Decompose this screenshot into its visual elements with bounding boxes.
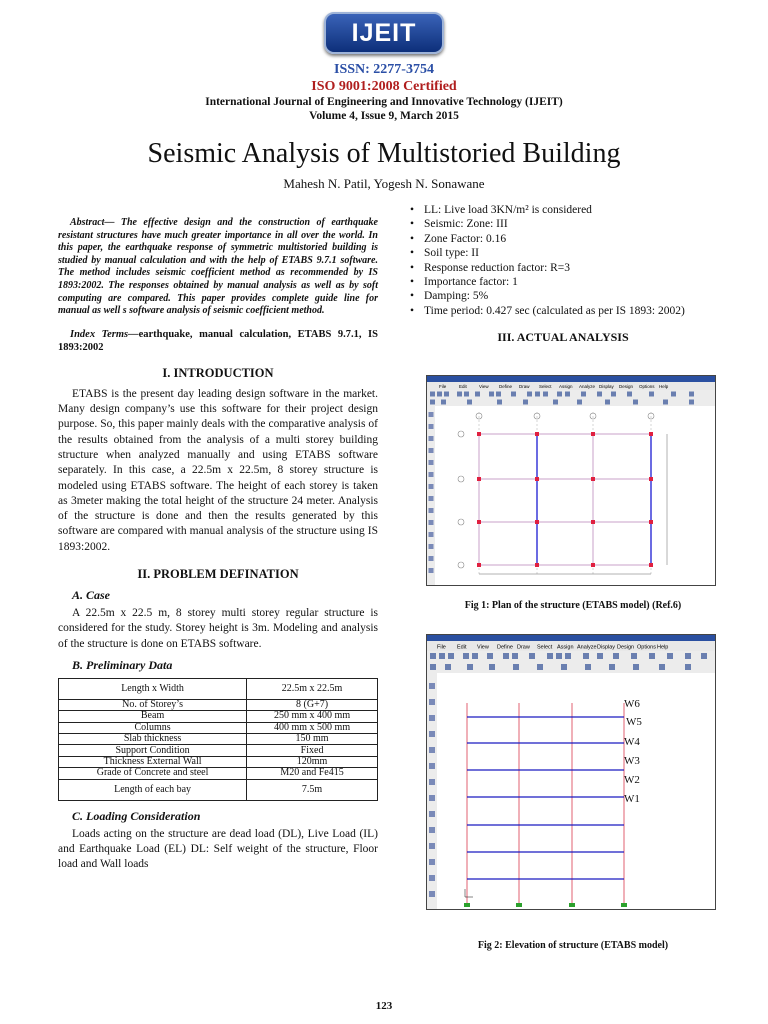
etabs-menu-item: File [437, 644, 446, 651]
table-row [59, 756, 378, 767]
etabs-plan-view [427, 376, 715, 585]
list-item: • Zone Factor: 0.16 [408, 232, 718, 246]
intro-text: ETABS is the present day leading design software in the market. Many design company’s use this software for their project design purpose. So, this paper mainly deals with the comparative analysis of the results obtained from the analysis of a multi storey building structure when analyzed manually and using ETABS software separately. In this case, a 22.5m x 22.5m, 8 storey structure is modeled using ETABS software. The height of each storey is taken as 3meter making the total height of the structure 24 meter. Analysis of the structure is done and then the results generated by this software are compared with manual analysis of the structure using IS 1893:2002. [58, 387, 378, 553]
page-number: 123 [375, 1000, 393, 1012]
figure-plan-screenshot [426, 375, 716, 586]
level-label-w6: W6 [624, 698, 640, 710]
prelim-heading: B. Preliminary Data [72, 657, 173, 672]
logo-text: IJEIT [351, 18, 417, 47]
level-label-w3: W3 [624, 755, 640, 767]
list-item: • Soil type: II [408, 246, 718, 260]
actual-analysis-heading: III. ACTUAL ANALYSIS [497, 330, 629, 345]
etabs-menu-item: Draw [519, 384, 530, 389]
etabs-menu-item: Options [639, 384, 655, 389]
right-column [408, 203, 718, 345]
etabs-menu-item: Analyze [579, 384, 596, 389]
etabs-menu-item: Select [539, 384, 552, 389]
table-cell: Length x Width [59, 678, 247, 699]
journal-logo [324, 12, 444, 54]
etabs-menu-item: Display [597, 644, 616, 651]
table-cell: 8 (G+7) [247, 699, 378, 710]
table-row [59, 768, 378, 779]
etabs-elevation-view [427, 635, 715, 909]
intro-heading: I. INTRODUCTION [162, 365, 274, 380]
table-cell: Fixed [247, 745, 378, 756]
index-terms-text: earthquake, manual calculation, ETABS 9.7.1, IS 1893:2002 [58, 328, 378, 353]
level-label-w5: W5 [626, 716, 642, 728]
table-cell: 400 mm x 500 mm [247, 722, 378, 733]
etabs-menu-item: Draw [517, 644, 530, 651]
figure-elevation-screenshot [426, 634, 716, 910]
etabs-menu-item: Help [659, 384, 669, 389]
table-row [59, 722, 378, 733]
case-text: A 22.5m x 22.5 m, 8 storey multi storey regular structure is considered for the study. Storey height is 3m. Modeling and analysis of the structure is done on ETABS software. [58, 607, 378, 650]
paper-authors: Mahesh N. Patil, Yogesh N. Sonawane [283, 176, 485, 191]
table-cell: Support Condition [59, 745, 247, 756]
loading-heading: C. Loading Consideration [72, 808, 201, 823]
table-cell: Columns [59, 722, 247, 733]
level-label-w2: W2 [624, 774, 640, 786]
etabs-menu-item: Edit [459, 384, 467, 389]
table-cell: 22.5m x 22.5m [247, 678, 378, 699]
table-cell: 250 mm x 400 mm [247, 711, 378, 722]
preliminary-data-table [58, 678, 378, 801]
list-item: • Seismic: Zone: III [408, 217, 718, 231]
table-row [59, 711, 378, 722]
iso-certification: ISO 9001:2008 Certified [311, 79, 457, 94]
level-label-w1: W1 [624, 793, 640, 805]
table-row [59, 745, 378, 756]
table-cell: M20 and Fe415 [247, 768, 378, 779]
etabs-menu-item: Help [657, 644, 669, 651]
list-item: • Response reduction factor: R=3 [408, 261, 718, 275]
table-cell: Slab thickness [59, 734, 247, 745]
table-cell: 7.5m [247, 779, 378, 800]
table-cell: Beam [59, 711, 247, 722]
paper-title: Seismic Analysis of Multistoried Building [147, 138, 621, 169]
table-cell: 120mm [247, 756, 378, 767]
etabs-menu-item: Design [617, 644, 635, 651]
figure-1-caption: Fig 1: Plan of the structure (ETABS model) (Ref.6) [464, 600, 682, 611]
volume-issue: Volume 4, Issue 9, March 2015 [309, 110, 459, 122]
etabs-menu-item: Analyze [577, 644, 597, 651]
table-row [59, 779, 378, 800]
etabs-menu-item: Design [619, 384, 634, 389]
list-item: • Damping: 5% [408, 289, 718, 303]
list-item: • Time period: 0.427 sec (calculated as per IS 1893: 2002) [408, 304, 718, 318]
level-label-w4: W4 [624, 736, 640, 748]
table-row [59, 678, 378, 699]
etabs-menu-item: Edit [457, 644, 467, 651]
left-column [58, 217, 378, 873]
figure-2-caption: Fig 2: Elevation of structure (ETABS model) [477, 940, 669, 951]
load-parameter-list [408, 203, 718, 318]
list-item: • Importance factor: 1 [408, 275, 718, 289]
index-terms [58, 328, 378, 354]
issn: ISSN: 2277-3754 [334, 62, 434, 77]
etabs-menu-item: Define [499, 384, 513, 389]
table-cell: Length of each bay [59, 779, 247, 800]
list-item: • LL: Live load 3KN/m² is considered [408, 203, 718, 217]
table-cell: Thickness External Wall [59, 756, 247, 767]
etabs-menu-item: View [479, 384, 489, 389]
index-terms-label: Index Terms— [70, 328, 139, 340]
case-heading: A. Case [72, 588, 111, 603]
etabs-menu-item: File [439, 384, 447, 389]
etabs-menu-item: Select [537, 644, 553, 651]
loading-text: Loads acting on the structure are dead load (DL), Live Load (IL) and Earthquake Load (EL) DL: Self weight of the structure, Floor load and Wall loads [58, 827, 378, 871]
etabs-menu-item: Assign [559, 384, 573, 389]
etabs-menu-item: Assign [557, 644, 574, 651]
table-cell: Grade of Concrete and steel [59, 768, 247, 779]
table-cell: 150 mm [247, 734, 378, 745]
etabs-menu-item: View [477, 644, 489, 651]
etabs-menu-item: Options [637, 644, 656, 651]
etabs-menu-item: Display [599, 384, 614, 389]
table-row [59, 699, 378, 710]
table-cell: No. of Storey’s [59, 699, 247, 710]
table-row [59, 734, 378, 745]
abstract: Abstract— The effective design and the construction of earthquake resistant structures have much greater importance in all over the world. In this paper, the earthquake response of symmetric multistoried building is studied by manual calculation and with the help of ETABS 9.7.1 software. The method includes seismic coefficient method as recommended by IS 1893:2002. The responses obtained by manual analysis as well as by soft computing are compared. This paper provides complete guide line for manual as well s software analysis of seismic coefficient method. [58, 217, 378, 317]
etabs-menu-item: Define [497, 644, 513, 651]
problem-heading: II. PROBLEM DEFINATION [137, 567, 299, 582]
journal-name: International Journal of Engineering and Innovative Technology (IJEIT) [205, 96, 563, 108]
